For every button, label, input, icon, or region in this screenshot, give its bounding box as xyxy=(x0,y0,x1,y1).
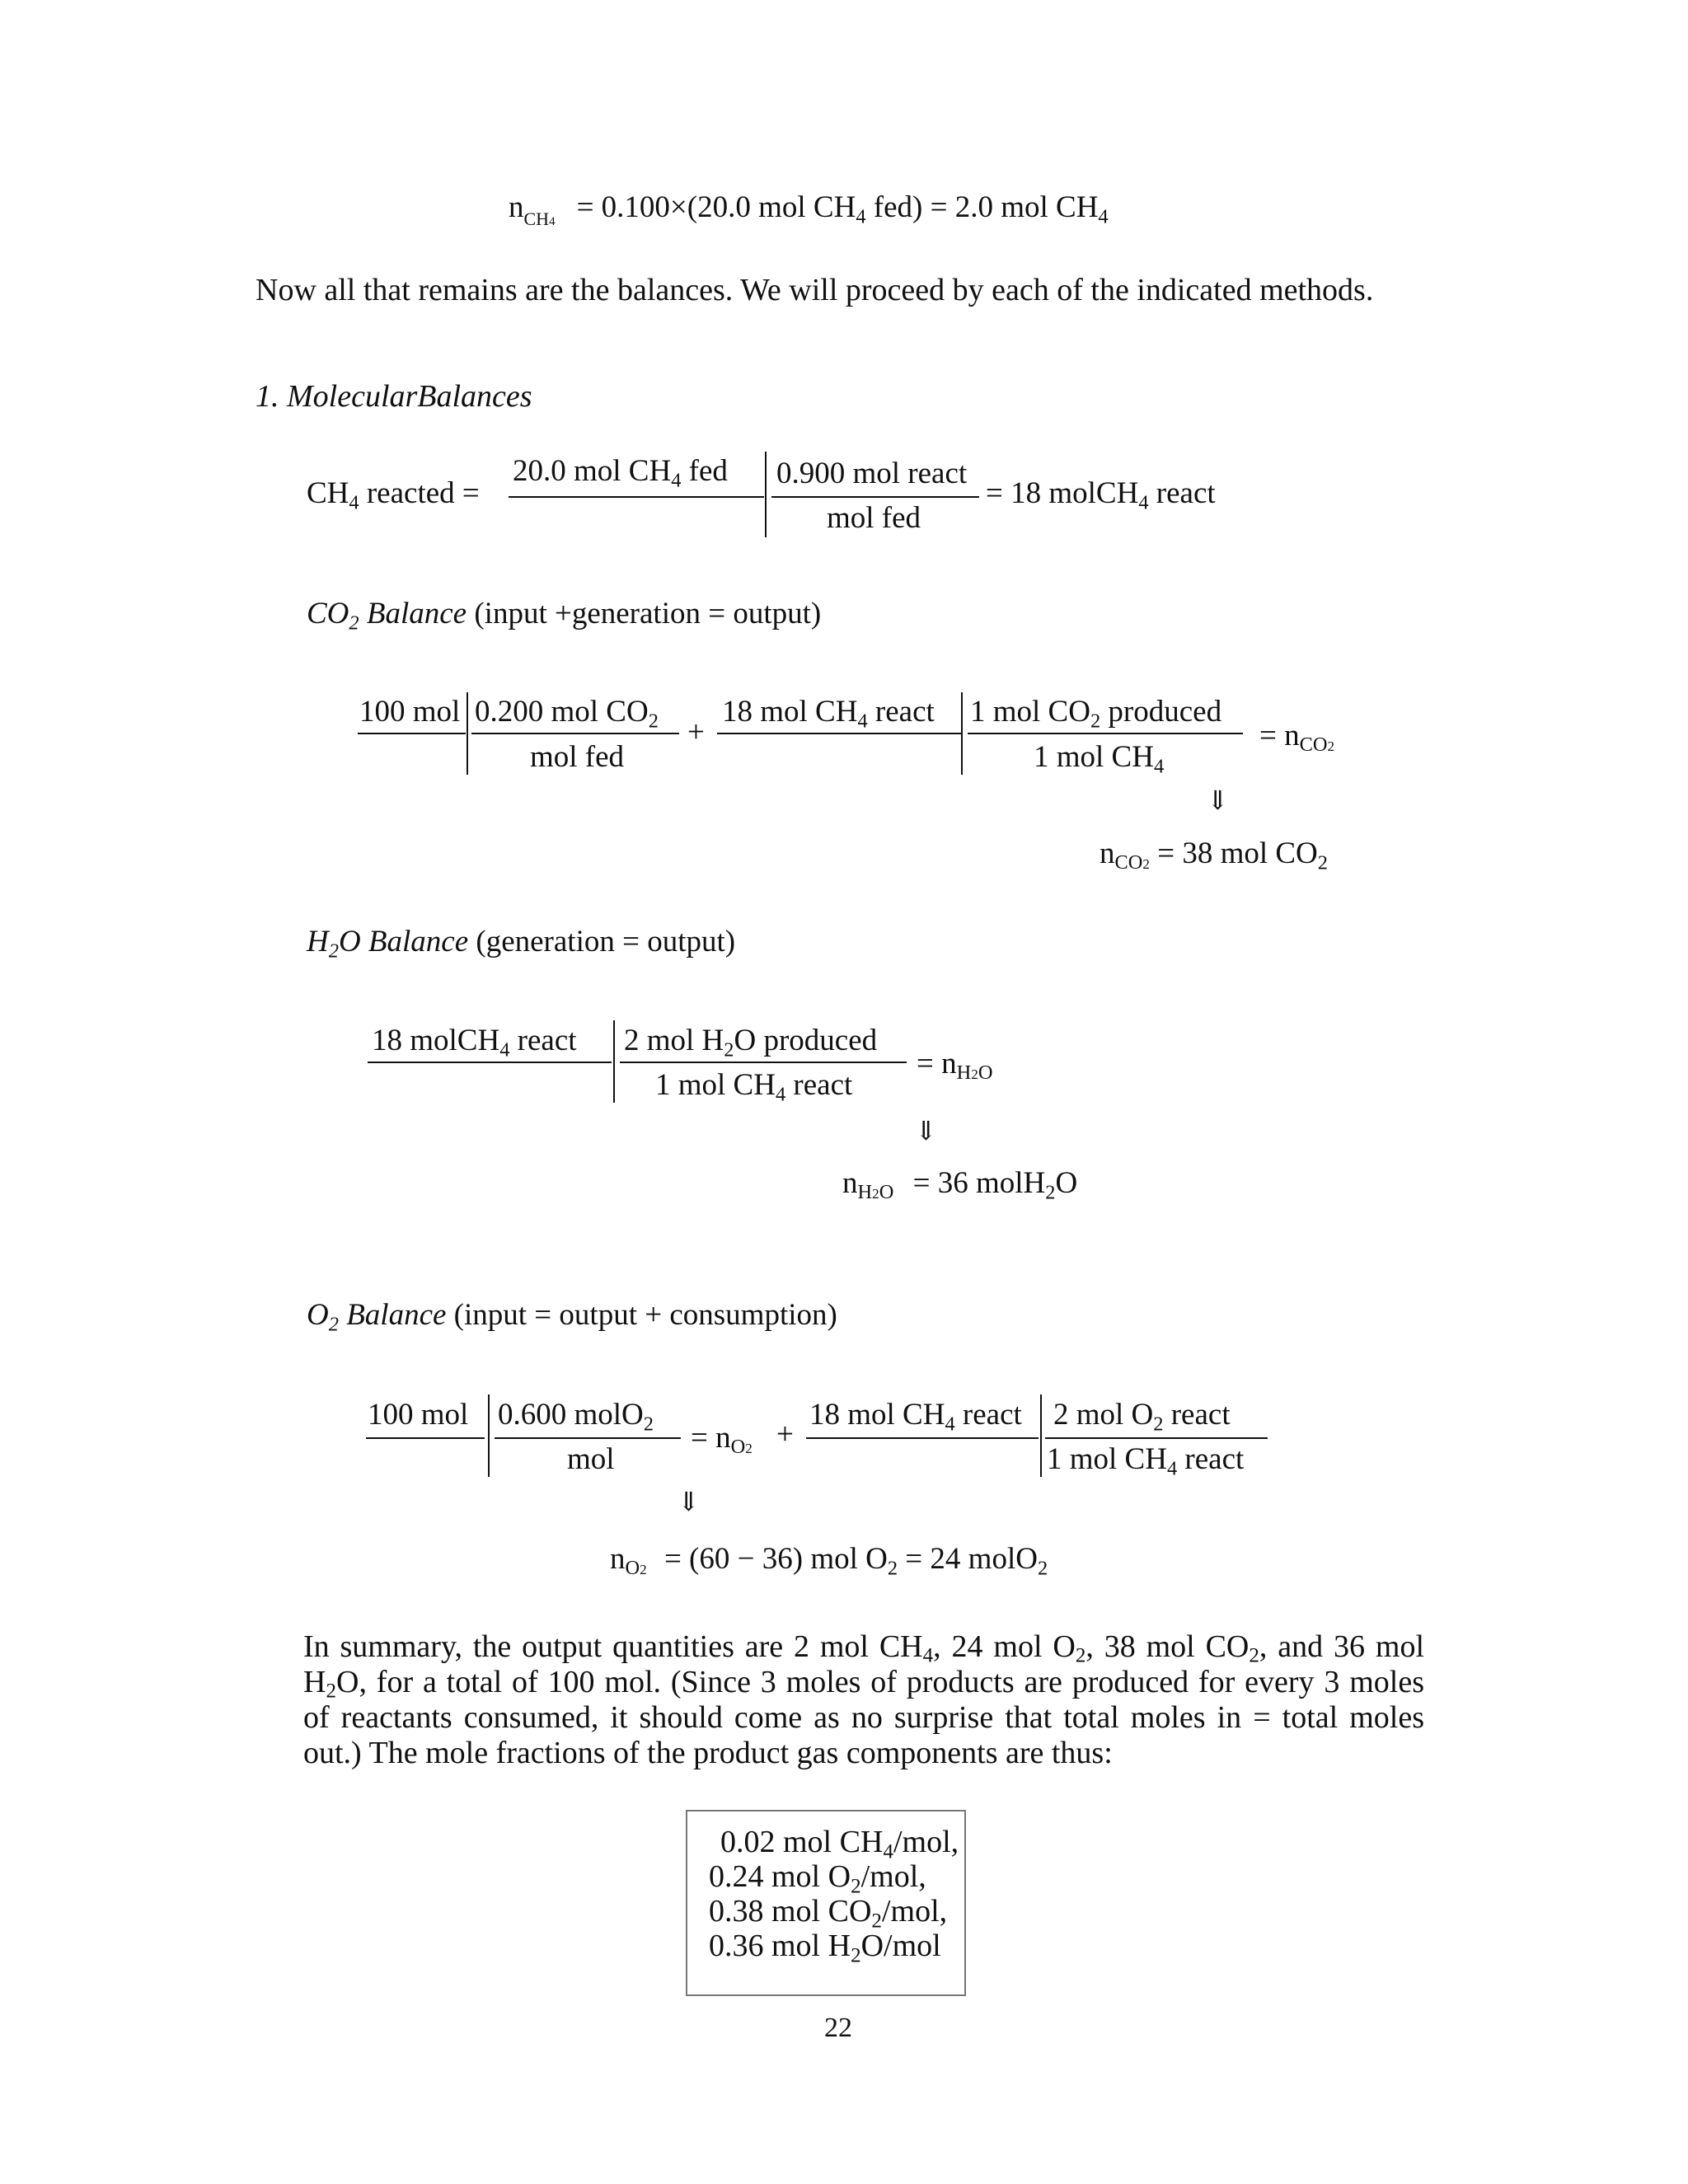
co2-produced-denominator: 1 mol $CH_4$ xyxy=(1034,740,1165,778)
ch4-react-numerator: 18 mol $CH_4$ react xyxy=(722,695,935,733)
fraction-bar xyxy=(471,733,679,734)
divider-bar xyxy=(467,692,468,775)
result-line-h2o: 0.36 mol $H_2O$/mol xyxy=(709,1929,941,1967)
o2-basis: 100 mol xyxy=(368,1398,469,1432)
plus-sign: + xyxy=(776,1418,794,1451)
ch4-reacted-lhs: $CH_4$ reacted = xyxy=(307,476,480,514)
co2-balance-heading: $CO_2$ Balance (input +generation = output) xyxy=(307,597,822,635)
o2-fraction-denominator: mol xyxy=(567,1442,615,1476)
fraction-bar xyxy=(495,1437,681,1439)
o2-react-numerator: 2 mol $O_2$ react xyxy=(1053,1398,1231,1436)
nco2-result: $n_{CO2} = 38$ mol $CO_2$ xyxy=(1100,837,1328,874)
intro-sentence: Now all that remains are the balances. We will proceed by each of the indicated methods. xyxy=(256,273,1374,307)
nch4-equation: $n_{CH4} = 0.100\times(20.0$ mol $CH_4$ fed) = 2.0 mol $CH_4$ xyxy=(509,190,1109,229)
o2-fraction-numerator: 0.600 molO$_2$ xyxy=(498,1398,654,1436)
plus-sign: + xyxy=(687,715,705,749)
fraction-bar xyxy=(366,1437,485,1439)
no2-symbol: = $n_{O2}$ xyxy=(691,1421,753,1459)
co2-fraction-numerator: 0.200 mol $CO_2$ xyxy=(475,695,659,733)
no2-result: $n_{O2} = (60 - 36)$ mol $O_2 = 24$ molO$_2$ xyxy=(610,1542,1048,1580)
nh2o-result: $n_{H2O} = 36$ molH$_2$O xyxy=(842,1166,1078,1204)
fraction-bar xyxy=(806,1437,1039,1439)
implies-arrow: ⇓ xyxy=(915,1116,937,1146)
h2o-ch4-numerator: 18 molCH$_4$ react xyxy=(372,1024,577,1062)
react-fraction-numerator: 0.900 mol react xyxy=(776,457,968,490)
section-title: 1. MolecularBalances xyxy=(256,379,532,414)
co2-produced-numerator: 1 mol $CO_2$ produced xyxy=(970,695,1222,733)
ch4-fed-numerator: 20.0 mol $CH_4$ fed xyxy=(513,454,728,492)
divider-bar xyxy=(1040,1394,1042,1477)
fraction-bar xyxy=(358,733,466,734)
implies-arrow: ⇓ xyxy=(1207,785,1229,815)
fraction-bar xyxy=(1045,1437,1268,1439)
fraction-bar xyxy=(368,1062,612,1063)
summary-paragraph: In summary, the output quantities are 2 mol $CH_4$, 24 mol $O_2$, 38 mol $CO_2$, and 36 mol $H_2O$, for a total of 100 mol. (Since 3 moles of products are produced for every 3 moles of reactants consumed, it should come as no surprise that total moles in = total moles out.) The mole fractions of the product gas components are thus: xyxy=(303,1629,1424,1770)
co2-fraction-denominator: mol fed xyxy=(530,740,625,774)
result-line-co2: 0.38 mol $CO_2$/mol, xyxy=(709,1894,948,1933)
react-fraction-denominator: mol fed xyxy=(827,501,921,535)
result-line-o2: 0.24 mol $O_2$/mol, xyxy=(709,1859,926,1898)
h2o-produced-denominator: 1 mol $CH_4$ react xyxy=(655,1068,853,1106)
page-number: 22 xyxy=(824,2013,852,2043)
o2-balance-heading: $O_2$ Balance (input = output + consumption) xyxy=(307,1298,837,1336)
h2o-balance-heading: $H_2O$ Balance (generation = output) xyxy=(307,925,736,963)
result-line-ch4: 0.02 mol $CH_4$/mol, xyxy=(720,1825,959,1863)
nh2o-symbol: = $n_{H2O}$ xyxy=(917,1047,993,1085)
fraction-bar xyxy=(620,1062,907,1063)
divider-bar xyxy=(961,692,963,775)
fraction-bar xyxy=(509,496,764,498)
h2o-produced-numerator: 2 mol $H_2O$ produced xyxy=(624,1024,878,1062)
fraction-bar xyxy=(717,733,961,734)
fraction-bar xyxy=(968,733,1243,734)
o2-react-denominator: 1 mol $CH_4$ react xyxy=(1047,1442,1245,1480)
nco2-symbol: = $n_{CO2}$ xyxy=(1259,719,1335,757)
ch4-reacted-rhs: = 18 molCH$_4$ react xyxy=(986,476,1216,514)
divider-bar xyxy=(613,1020,615,1103)
fraction-bar xyxy=(771,496,979,498)
divider-bar xyxy=(488,1394,490,1477)
o2-ch4-numerator: 18 mol $CH_4$ react xyxy=(809,1398,1022,1436)
implies-arrow: ⇓ xyxy=(678,1487,700,1516)
divider-bar xyxy=(765,452,767,537)
mole-fraction-result-box xyxy=(686,1810,966,1996)
co2-basis: 100 mol xyxy=(359,695,461,729)
